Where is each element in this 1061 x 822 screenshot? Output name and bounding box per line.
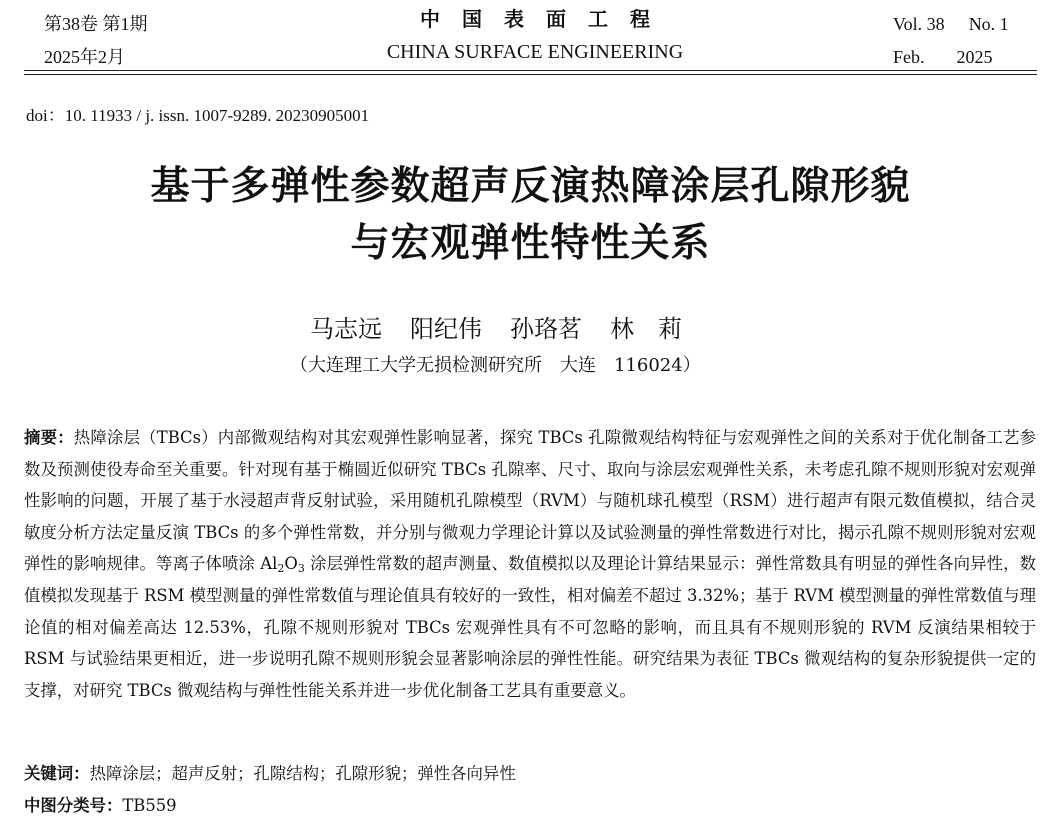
affiliation-city: 大连 bbox=[560, 355, 596, 376]
date-cn: 2025年2月 bbox=[44, 47, 125, 67]
abstract-text-part-2: O bbox=[284, 554, 298, 574]
issue-en: No. 1 bbox=[968, 14, 1009, 34]
author-name: 马志远 bbox=[310, 315, 382, 343]
journal-issue-cn bbox=[44, 8, 148, 74]
header-rule-bottom bbox=[24, 74, 1037, 75]
title-line-2: 与宏观弹性特性关系 bbox=[350, 221, 711, 266]
journal-name-en: CHINA SURFACE ENGINEERING bbox=[386, 41, 684, 63]
author-list bbox=[310, 312, 710, 346]
journal-name-cn: 中国表面工程 bbox=[420, 7, 672, 31]
affiliation-institute: （大连理工大学无损检测研究所 bbox=[290, 355, 542, 376]
keywords-text: 热障涂层；超声反射；孔隙结构；孔隙形貌；弹性各向异性 bbox=[89, 764, 516, 783]
keywords-label: 关键词： bbox=[24, 764, 90, 783]
classification-label: 中图分类号： bbox=[24, 796, 123, 815]
affiliation-zip: 116024） bbox=[614, 355, 701, 376]
paper-title bbox=[30, 158, 1031, 272]
journal-masthead bbox=[330, 4, 740, 68]
affiliation bbox=[290, 352, 701, 380]
author-name: 阳纪伟 bbox=[410, 315, 482, 343]
abstract bbox=[24, 422, 1036, 706]
volume-row-en bbox=[893, 8, 1009, 41]
subscript-3: 3 bbox=[297, 562, 305, 576]
volume-issue-cn: 第38卷 第1期 bbox=[44, 14, 148, 34]
header-rule-top bbox=[24, 70, 1037, 71]
abstract-text-part-1: 热障涂层（TBCs）内部微观结构对其宏观弹性影响显著，探究 TBCs 孔隙微观结构特征与宏观弹性之间的关系对于优化制备工艺参数及预测使役寿命至关重要。针对现有基于椭圆近似研究 TBCs 孔隙率、尺寸、取向与涂层宏观弹性关系，未考虑孔隙不规则形貌对宏观弹性影响的问题，开展了基于水浸超声背反射试验，采用随机孔隙模型（RVM）与随机球孔模型（RSM）进行超声有限元数值模拟，结合灵敏度分析方法定量反演 TBCs 的多个弹性常数，并分别与微观力学理论计算以及试验测量的弹性常数进行对比，揭示孔隙不规则形貌对宏观弹性的影响规律。等离子体喷涂 Al bbox=[24, 428, 1037, 574]
abstract-text-part-3: 涂层弹性常数的超声测量、数值模拟以及理论计算结果显示：弹性常数具有明显的弹性各向异性，数值模拟发现基于 RSM 模型测量的弹性常数值与理论值具有较好的一致性，相对偏差不超过 3.32%；基于 RVM 模型测量的弹性常数值与理论值的相对偏差高达 12.53%，孔隙不规则形貌对 TBCs 宏观弹性具有不可忽略的影响，而且具有不规则形貌的 RVM 反演结果相较于 RSM 与试验结果更相近，进一步说明孔隙不规则形貌会显著影响涂层的弹性性能。研究结果为表征 TBCs 微观结构的复杂形貌提供一定的支撑，对研究 TBCs 微观结构与弹性性能关系并进一步优化制备工艺具有重要意义。 bbox=[24, 554, 1036, 700]
keywords bbox=[24, 759, 516, 789]
abstract-label: 摘要： bbox=[24, 428, 74, 447]
month-en: Feb. bbox=[893, 47, 925, 67]
title-line-1: 基于多弹性参数超声反演热障涂层孔隙形貌 bbox=[150, 164, 911, 209]
journal-issue-en bbox=[893, 8, 1009, 74]
classification bbox=[24, 791, 177, 821]
author-name: 林 莉 bbox=[610, 315, 682, 343]
year-en: 2025 bbox=[956, 47, 993, 67]
subscript-2: 2 bbox=[277, 562, 285, 576]
doi: doi：10. 11933 / j. issn. 1007-9289. 20230905001 bbox=[26, 106, 370, 125]
author-name: 孙珞茗 bbox=[510, 315, 582, 343]
classification-code: TB559 bbox=[122, 796, 177, 815]
volume-en: Vol. 38 bbox=[893, 14, 945, 34]
